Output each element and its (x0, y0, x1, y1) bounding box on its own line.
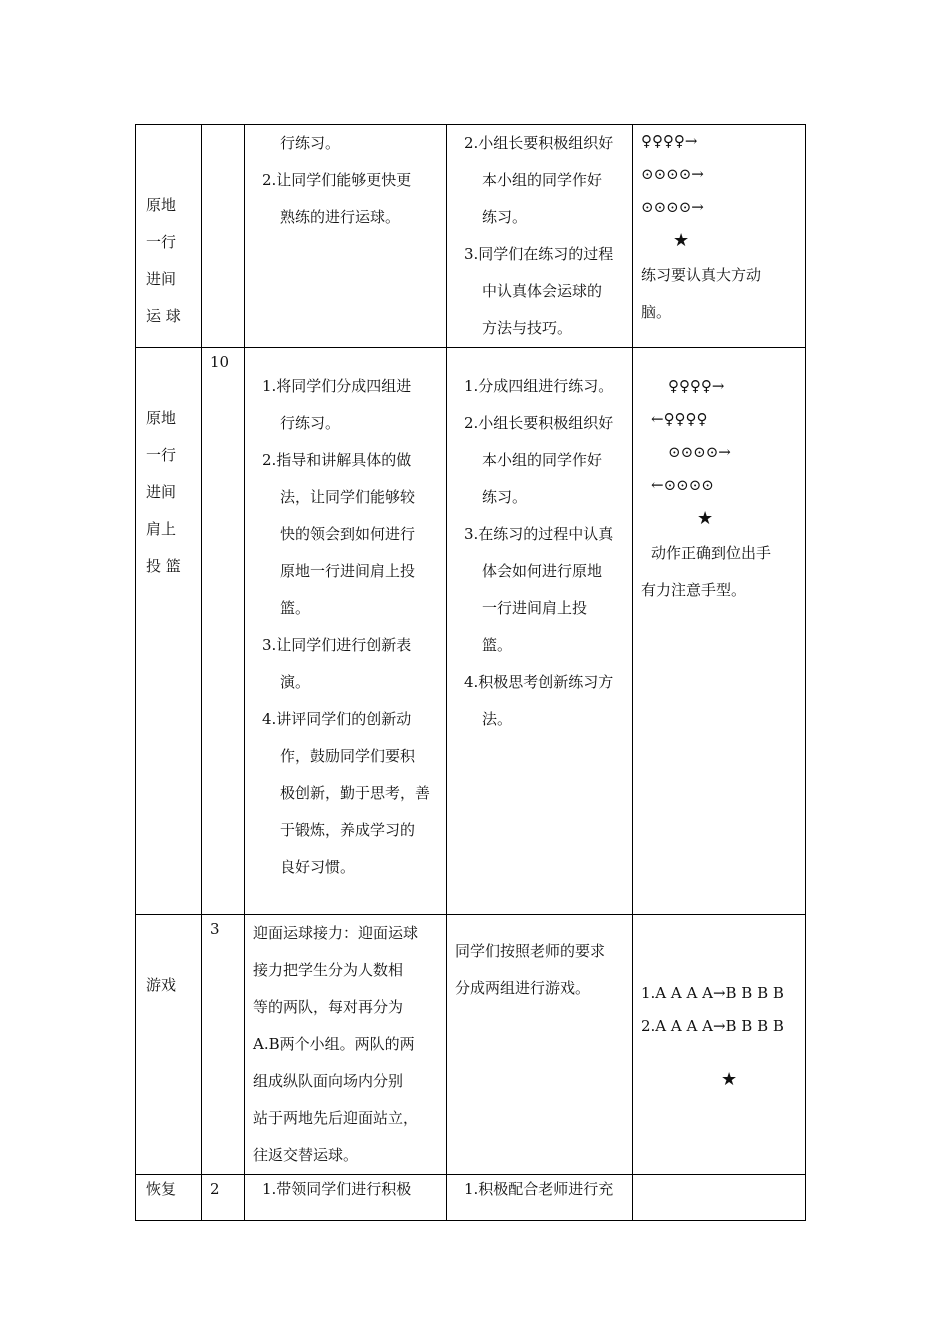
time-value: 3 (210, 920, 220, 938)
teacher-line: 迎面运球接力：迎面运球 (253, 924, 419, 942)
teacher-line: 等的两队，每对再分为 (253, 998, 404, 1016)
teacher-activity-cell (245, 125, 447, 348)
student-line: 篮。 (482, 636, 513, 654)
note-line: 有力注意手型。 (641, 581, 747, 599)
formation-line: ←⊙⊙⊙⊙ (651, 476, 714, 494)
section-line: 恢复 (146, 1180, 177, 1198)
table-row (136, 348, 806, 915)
teacher-line: 往返交替运球。 (253, 1146, 359, 1164)
section-cell (136, 915, 202, 1175)
teacher-activity-cell (245, 1175, 447, 1221)
student-activity-cell (447, 915, 633, 1175)
section-line: 肩上 (146, 520, 177, 538)
organization-cell (633, 348, 806, 915)
section-line: 原地 (146, 196, 177, 214)
student-line: 1.积极配合老师进行充 (464, 1180, 614, 1198)
teacher-line: 2.让同学们能够更快更 (262, 171, 412, 189)
section-line: 运 球 (146, 307, 181, 325)
formation-line: ←♀♀♀♀ (651, 410, 708, 428)
teacher-star-icon: ★ (697, 508, 714, 529)
section-line: 原地 (146, 409, 177, 427)
table-row (136, 915, 806, 1175)
teacher-line: 于锻炼，养成学习的 (280, 821, 416, 839)
relay-formation-line: 1.A A A A→B B B B (641, 984, 784, 1002)
student-line: 中认真体会运球的 (482, 282, 603, 300)
teacher-activity-cell (245, 915, 447, 1175)
teacher-line: 原地一行进间肩上投 (280, 562, 416, 580)
section-line: 一行 (146, 446, 177, 464)
relay-formation-line: 2.A A A A→B B B B (641, 1017, 784, 1035)
student-line: 一行进间肩上投 (482, 599, 588, 617)
teacher-line: 作，鼓励同学们要积 (280, 747, 416, 765)
formation-line: ♀♀♀♀→ (668, 377, 725, 395)
section-line: 投 篮 (146, 557, 181, 575)
teacher-line: 演。 (280, 673, 311, 691)
teacher-line: 法，让同学们能够较 (280, 488, 416, 506)
note-line: 脑。 (641, 303, 672, 321)
teacher-line: 组成纵队面向场内分别 (253, 1072, 404, 1090)
student-activity-cell (447, 125, 633, 348)
section-cell (136, 348, 202, 915)
student-line: 3.同学们在练习的过程 (464, 245, 614, 263)
time-cell (202, 1175, 245, 1221)
formation-line: ⊙⊙⊙⊙→ (668, 443, 731, 461)
teacher-line: 良好习惯。 (280, 858, 356, 876)
teacher-activity-cell (245, 348, 447, 915)
student-line: 2.小组长要积极组织好 (464, 414, 614, 432)
teacher-line: 3.让同学们进行创新表 (262, 636, 412, 654)
teacher-line: 1.将同学们分成四组进 (262, 377, 412, 395)
teacher-line: 1.带领同学们进行积极 (262, 1180, 412, 1198)
organization-cell (633, 125, 806, 348)
note-line: 练习要认真大方动 (641, 266, 762, 284)
student-activity-cell (447, 1175, 633, 1221)
student-line: 方法与技巧。 (482, 319, 573, 337)
section-line: 游戏 (146, 976, 177, 994)
table-row (136, 125, 806, 348)
time-cell (202, 348, 245, 915)
teacher-star-icon: ★ (673, 230, 690, 251)
section-line: 进间 (146, 270, 177, 288)
table-row (136, 1175, 806, 1221)
organization-cell (633, 915, 806, 1175)
student-activity-cell (447, 348, 633, 915)
formation-line: ♀♀♀♀→ (641, 132, 698, 150)
student-line: 练习。 (482, 208, 528, 226)
teacher-line: 篮。 (280, 599, 311, 617)
section-cell (136, 1175, 202, 1221)
time-value: 10 (210, 353, 230, 371)
student-line: 同学们按照老师的要求 (455, 942, 606, 960)
teacher-line: 4.讲评同学们的创新动 (262, 710, 412, 728)
time-cell (202, 915, 245, 1175)
teacher-line: A.B两个小组。两队的两 (253, 1035, 415, 1053)
teacher-line: 行练习。 (280, 414, 341, 432)
student-line: 1.分成四组进行练习。 (464, 377, 614, 395)
student-line: 本小组的同学作好 (482, 171, 603, 189)
note-line: 动作正确到位出手 (651, 544, 772, 562)
teacher-line: 快的领会到如何进行 (280, 525, 416, 543)
student-line: 法。 (482, 710, 513, 728)
student-line: 分成两组进行游戏。 (455, 979, 591, 997)
time-value: 2 (210, 1180, 220, 1198)
organization-cell (633, 1175, 806, 1221)
student-line: 4.积极思考创新练习方 (464, 673, 614, 691)
student-line: 2.小组长要积极组织好 (464, 134, 614, 152)
student-line: 体会如何进行原地 (482, 562, 603, 580)
section-line: 进间 (146, 483, 177, 501)
teacher-star-icon: ★ (721, 1069, 738, 1090)
formation-line: ⊙⊙⊙⊙→ (641, 198, 704, 216)
teacher-line: 接力把学生分为人数相 (253, 961, 404, 979)
formation-line: ⊙⊙⊙⊙→ (641, 165, 704, 183)
section-line: 一行 (146, 233, 177, 251)
lesson-plan-table (135, 124, 806, 1221)
teacher-line: 行练习。 (280, 134, 341, 152)
student-line: 练习。 (482, 488, 528, 506)
student-line: 3.在练习的过程中认真 (464, 525, 614, 543)
student-line: 本小组的同学作好 (482, 451, 603, 469)
teacher-line: 站于两地先后迎面站立， (253, 1109, 419, 1127)
teacher-line: 2.指导和讲解具体的做 (262, 451, 412, 469)
teacher-line: 熟练的进行运球。 (280, 208, 401, 226)
teacher-line: 极创新，勤于思考，善 (280, 784, 431, 802)
section-cell (136, 125, 202, 348)
time-cell (202, 125, 245, 348)
